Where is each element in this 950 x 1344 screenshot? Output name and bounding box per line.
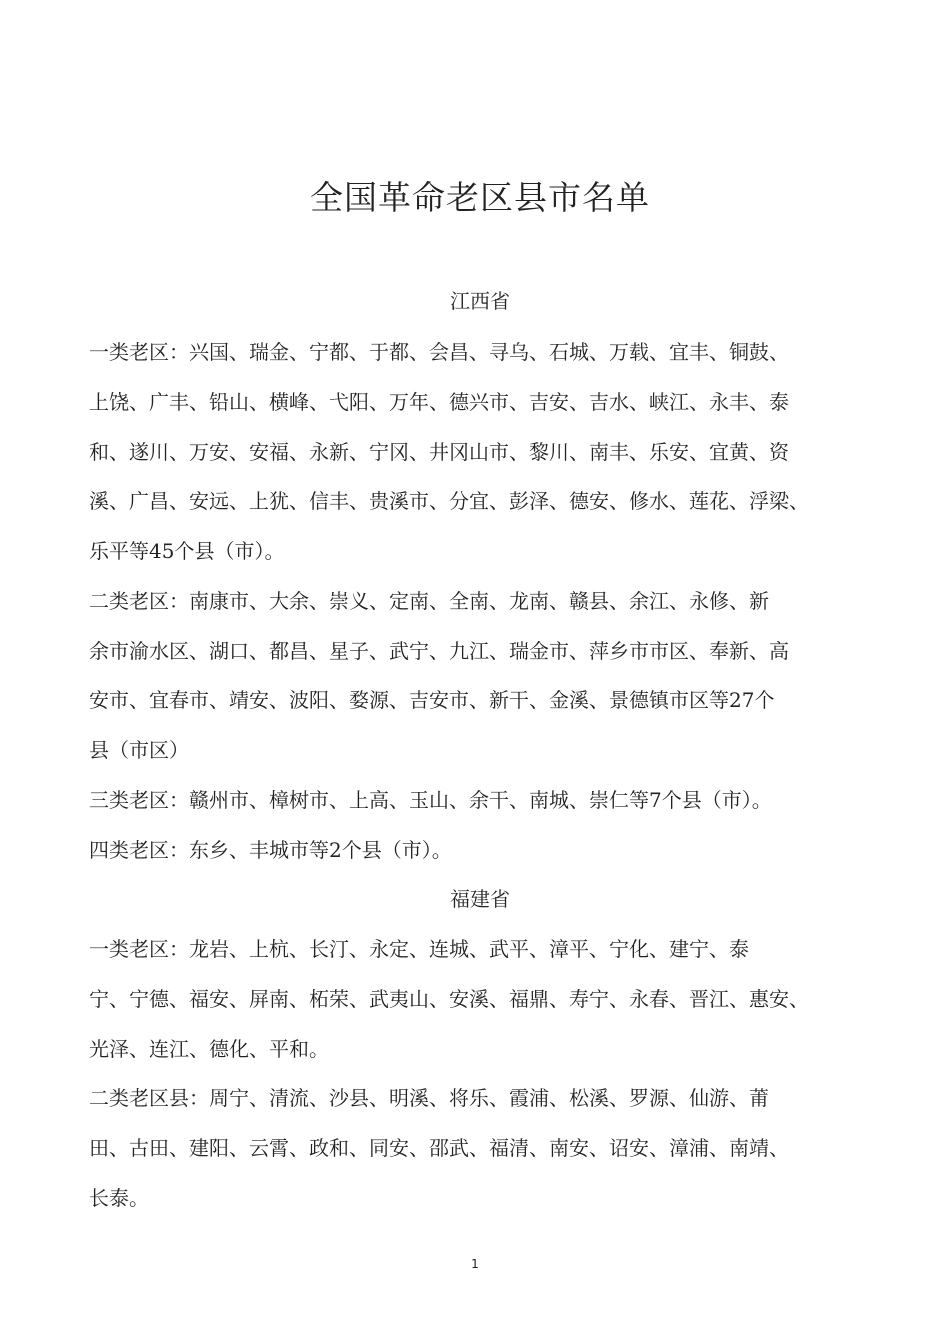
- text-line: 县（市区）: [89, 738, 189, 762]
- text-line: 光泽、连江、德化、平和。: [89, 1037, 329, 1061]
- text-line: 安市、宜春市、靖安、波阳、婺源、吉安市、新干、金溪、景德镇市区等27个: [89, 688, 775, 712]
- text-line: 一类老区：兴国、瑞金、宁都、于都、会昌、寻乌、石城、万载、宜丰、铜鼓、: [89, 340, 789, 364]
- section-heading-fujian: 福建省: [450, 887, 510, 911]
- text-line: 田、古田、建阳、云霄、政和、同安、邵武、福清、南安、诏安、漳浦、南靖、: [89, 1136, 789, 1160]
- page-title: 全国革命老区县市名单: [310, 178, 650, 217]
- section-heading-jiangxi: 江西省: [450, 289, 510, 313]
- text-line: 三类老区：赣州市、樟树市、上高、玉山、余干、南城、崇仁等7个县（市）。: [89, 788, 772, 812]
- page-number: 1: [471, 1257, 479, 1271]
- text-line: 长泰。: [89, 1186, 149, 1210]
- text-line: 余市渝水区、湖口、都昌、星子、武宁、九江、瑞金市、萍乡市市区、奉新、高: [89, 639, 789, 663]
- text-line: 二类老区：南康市、大余、崇义、定南、全南、龙南、赣县、余江、永修、新: [89, 589, 769, 613]
- text-line: 乐平等45个县（市）。: [89, 539, 285, 563]
- text-line: 宁、宁德、福安、屏南、柘荣、武夷山、安溪、福鼎、寿宁、永春、晋江、惠安、: [89, 987, 809, 1011]
- text-line: 和、遂川、万安、安福、永新、宁冈、井冈山市、黎川、南丰、乐安、宜黄、资: [89, 440, 789, 464]
- text-line: 上饶、广丰、铅山、横峰、弋阳、万年、德兴市、吉安、吉水、峡江、永丰、泰: [89, 390, 789, 414]
- text-line: 一类老区：龙岩、上杭、长汀、永定、连城、武平、漳平、宁化、建宁、泰: [89, 937, 749, 961]
- text-line: 溪、广昌、安远、上犹、信丰、贵溪市、分宜、彭泽、德安、修水、莲花、浮梁、: [89, 489, 809, 513]
- text-line: 二类老区县：周宁、清流、沙县、明溪、将乐、霞浦、松溪、罗源、仙游、莆: [89, 1086, 769, 1110]
- text-line: 四类老区：东乡、丰城市等2个县（市）。: [89, 838, 452, 862]
